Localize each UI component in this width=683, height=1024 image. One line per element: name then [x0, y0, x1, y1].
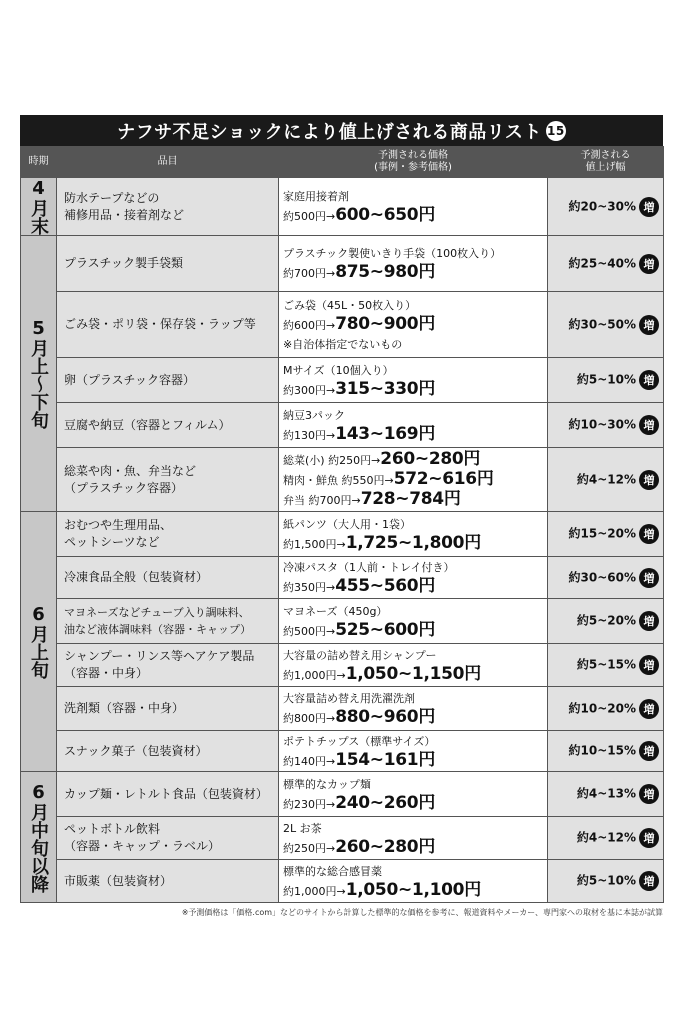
table-row [21, 644, 664, 687]
rate-cell: 約5~10% 増 [548, 358, 664, 403]
table-row [21, 292, 664, 358]
price-cell: 標準的な総合感冒薬 約1,000円→1,050~1,100円 [279, 860, 548, 903]
rate-cell: 約4~12% 増 [548, 448, 664, 512]
rate-cell: 約10~30% 増 [548, 403, 664, 448]
price-cell: 家庭用接着剤 約500円→600~650円 [279, 178, 548, 236]
table-row [21, 687, 664, 731]
increase-badge-icon: 増 [639, 871, 659, 891]
item-cell: 冷凍食品全般（包装資材） [57, 557, 279, 599]
price-cell: 紙パンツ（大人用・1袋） 約1,500円→1,725~1,800円 [279, 512, 548, 557]
item-cell: 豆腐や納豆（容器とフィルム） [57, 403, 279, 448]
rate-cell: 約5~10% 増 [548, 860, 664, 903]
rate-cell: 約30~50% 増 [548, 292, 664, 358]
price-cell: マヨネーズ（450g） 約500円→525~600円 [279, 599, 548, 644]
increase-badge-icon: 増 [639, 315, 659, 335]
header-period: 時期 [21, 147, 57, 178]
rate-cell: 約4~12% 増 [548, 817, 664, 860]
price-cell: 総菜(小) 約250円→260~280円 精肉・鮮魚 約550円→572~616円 弁当 約700円→728~784円 [279, 448, 548, 512]
rate-cell: 約4~13% 増 [548, 772, 664, 817]
item-cell: マヨネーズなどチューブ入り調味料、 油など液体調味料（容器・キャップ） [57, 599, 279, 644]
increase-badge-icon: 増 [639, 741, 659, 761]
title-number-badge: 15 [546, 121, 566, 141]
price-table [20, 146, 664, 903]
table-row [21, 358, 664, 403]
item-cell: カップ麺・レトルト食品（包装資材） [57, 772, 279, 817]
increase-badge-icon: 増 [639, 828, 659, 848]
table-row [21, 599, 664, 644]
increase-badge-icon: 増 [639, 524, 659, 544]
header-price: 予測される価格 (事例・参考価格) [279, 147, 548, 178]
item-cell: 市販薬（包装資材） [57, 860, 279, 903]
rate-cell: 約20~30% 増 [548, 178, 664, 236]
period-mid-june-onward: 6月中旬以降 [21, 772, 57, 903]
table-row [21, 236, 664, 292]
increase-badge-icon: 増 [639, 699, 659, 719]
item-cell: シャンプー・リンス等ヘアケア製品 （容器・中身） [57, 644, 279, 687]
price-cell: ごみ袋（45L・50枚入り） 約600円→780~900円 ※自治体指定でないもの [279, 292, 548, 358]
period-may: 5月上〜下旬 [21, 236, 57, 512]
header-row [21, 147, 664, 178]
rate-cell: 約10~20% 増 [548, 687, 664, 731]
increase-badge-icon: 増 [639, 611, 659, 631]
price-cell: プラスチック製使いきり手袋（100枚入り） 約700円→875~980円 [279, 236, 548, 292]
increase-badge-icon: 増 [639, 470, 659, 490]
header-rate: 予測される 値上げ幅 [548, 147, 664, 178]
table-row [21, 448, 664, 512]
price-cell: 2L お茶 約250円→260~280円 [279, 817, 548, 860]
item-cell: 卵（プラスチック容器） [57, 358, 279, 403]
rate-cell: 約10~15% 増 [548, 731, 664, 772]
list-title [20, 115, 663, 146]
table-row [21, 557, 664, 599]
rate-cell: 約15~20% 増 [548, 512, 664, 557]
increase-badge-icon: 増 [639, 254, 659, 274]
item-cell: ごみ袋・ポリ袋・保存袋・ラップ等 [57, 292, 279, 358]
increase-badge-icon: 増 [639, 568, 659, 588]
increase-badge-icon: 増 [639, 655, 659, 675]
item-cell: スナック菓子（包装資材） [57, 731, 279, 772]
table-row [21, 178, 664, 236]
table-row [21, 817, 664, 860]
rate-cell: 約30~60% 増 [548, 557, 664, 599]
price-cell: 標準的なカップ麺 約230円→240~260円 [279, 772, 548, 817]
price-cell: 冷凍パスタ（1人前・トレイ付き） 約350円→455~560円 [279, 557, 548, 599]
table-row [21, 731, 664, 772]
item-cell: プラスチック製手袋類 [57, 236, 279, 292]
price-cell: Mサイズ（10個入り） 約300円→315~330円 [279, 358, 548, 403]
price-cell: 大容量の詰め替え用シャンプー 約1,000円→1,050~1,150円 [279, 644, 548, 687]
header-item: 品目 [57, 147, 279, 178]
item-cell: 防水テープなどの 補修用品・接着剤など [57, 178, 279, 236]
footnote: ※予測価格は「価格.com」などのサイトから計算した標準的な価格を参考に、報道資料やメーカー、専門家への取材を基に本誌が試算 [181, 908, 663, 917]
table-row [21, 512, 664, 557]
item-cell: ペットボトル飲料 （容器・キャップ・ラベル） [57, 817, 279, 860]
increase-badge-icon: 増 [639, 370, 659, 390]
rate-cell: 約5~15% 増 [548, 644, 664, 687]
increase-badge-icon: 増 [639, 197, 659, 217]
period-early-june: 6月上旬 [21, 512, 57, 772]
rate-cell: 約5~20% 増 [548, 599, 664, 644]
price-list-table-container [20, 115, 663, 903]
rate-cell: 約25~40% 増 [548, 236, 664, 292]
title-text: ナフサ不足ショックにより値上げされる商品リスト [117, 121, 542, 143]
increase-badge-icon: 増 [639, 784, 659, 804]
table-row [21, 772, 664, 817]
table-row [21, 860, 664, 903]
price-cell: ポテトチップス（標準サイズ） 約140円→154~161円 [279, 731, 548, 772]
item-cell: 洗剤類（容器・中身） [57, 687, 279, 731]
table-row [21, 403, 664, 448]
item-cell: おむつや生理用品、 ペットシーツなど [57, 512, 279, 557]
item-cell: 総菜や肉・魚、弁当など （プラスチック容器） [57, 448, 279, 512]
increase-badge-icon: 増 [639, 415, 659, 435]
period-late-april: 4月末 [21, 178, 57, 236]
price-cell: 納豆3パック 約130円→143~169円 [279, 403, 548, 448]
price-cell: 大容量詰め替え用洗濯洗剤 約800円→880~960円 [279, 687, 548, 731]
